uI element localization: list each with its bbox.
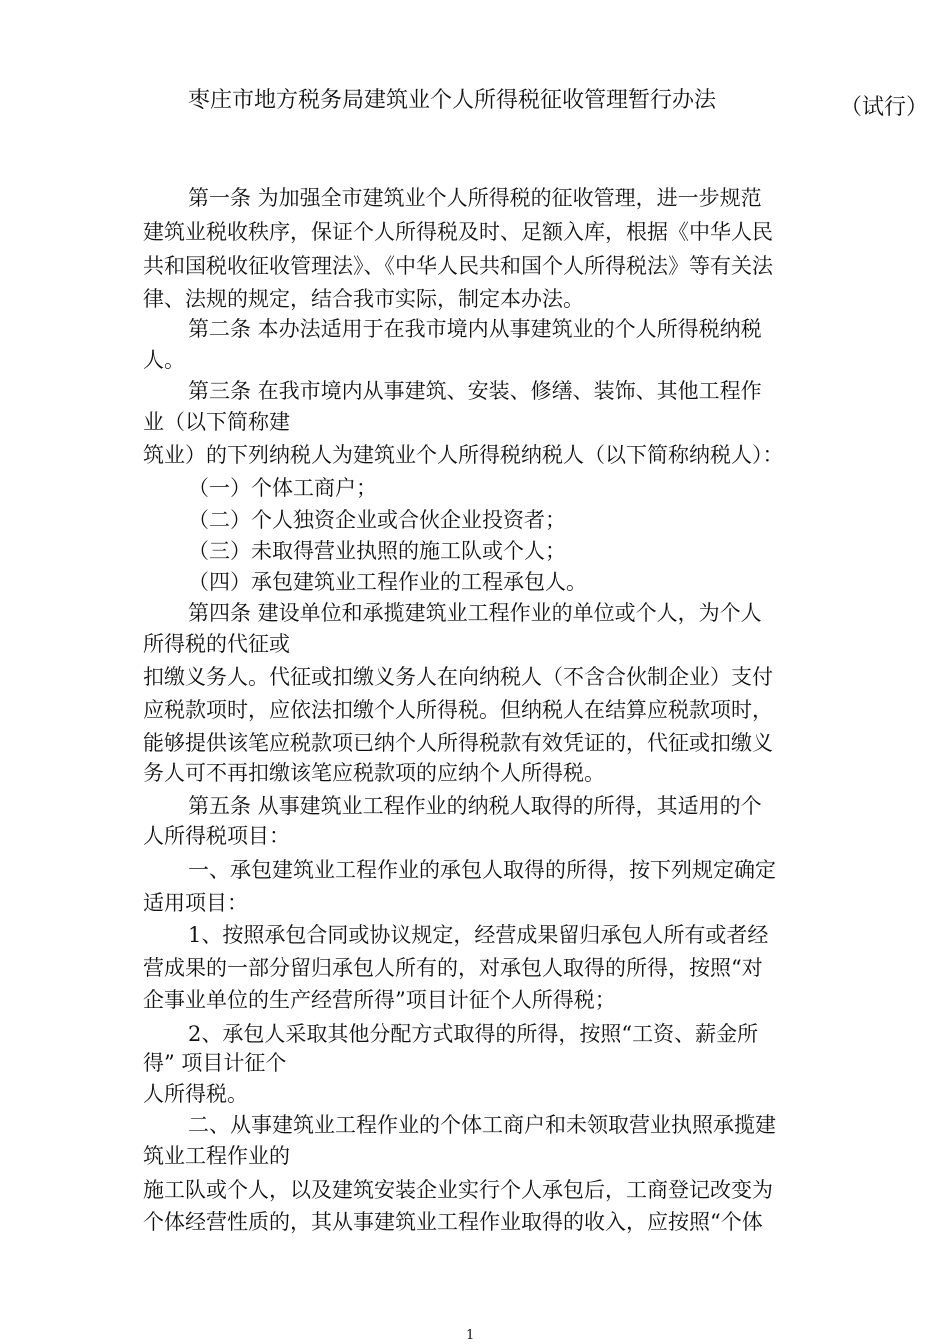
body-line: 2、承包人采取其他分配方式取得的所得，按照“工资、薪金所 [188,1022,759,1046]
body-line: （三）未取得营业执照的施工队或个人； [188,539,566,563]
body-line: （二）个人独资企业或合伙企业投资者； [188,508,566,532]
body-line: 得” 项目计征个 [143,1051,287,1075]
body-line: 共和国税收征收管理法》、《中华人民共和国个人所得税法》等有关法 [143,254,773,278]
body-line: 企事业单位的生产经营所得”项目计征个人所得税； [143,988,616,1012]
body-line: 人所得税项目： [143,824,290,848]
body-line: 能够提供该笔应税款项已纳个人所得税款有效凭证的，代征或扣缴义 [143,731,773,755]
body-line: 二、从事建筑业工程作业的个体工商户和未领取营业执照承揽建 [188,1113,776,1137]
body-line: 扣缴义务人。代征或扣缴义务人在向纳税人（不含合伙制企业）支付 [143,665,773,689]
body-line: 适用项目： [143,891,248,915]
document-title-overlap: （试行） [840,95,929,120]
body-line: 营成果的一部分留归承包人所有的，对承包人取得的所得，按照“对 [143,956,763,980]
body-line: 第三条 在我市境内从事建筑、安装、修缮、装饰、其他工程作 [188,379,762,403]
body-line: 律、法规的规定，结合我市实际，制定本办法。 [143,287,584,311]
document-title [188,86,929,120]
body-line: 建筑业税收秩序，保证个人所得税及时、足额入库，根据《中华人民 [143,220,773,244]
body-line: （一）个体工商户； [188,476,377,500]
body-line: （四）承包建筑业工程作业的工程承包人。 [188,570,587,594]
body-line: 施工队或个人，以及建筑安装企业实行个人承包后，工商登记改变为 [143,1178,773,1202]
body-line: 第二条 本办法适用于在我市境内从事建筑业的个人所得税纳税 [188,317,762,341]
body-line: 第一条 为加强全市建筑业个人所得税的征收管理，进一步规范 [188,186,762,210]
body-line: 人。 [143,348,185,372]
page-number: 1 [466,1328,475,1343]
body-line: 第五条 从事建筑业工程作业的纳税人取得的所得，其适用的个 [188,794,762,818]
body-line: 筑业工程作业的 [143,1144,290,1168]
body-line: 应税款项时，应依法扣缴个人所得税。但纳税人在结算应税款项时， [143,698,773,722]
document-title-text: 枣庄市地方税务局建筑业个人所得税征收管理暂行办法 [188,88,717,113]
body-line: 人所得税。 [143,1082,248,1106]
body-line: 第四条 建设单位和承揽建筑业工程作业的单位或个人，为个人 [188,601,762,625]
body-line: 1、按照承包合同或协议规定，经营成果留归承包人所有或者经 [188,923,769,947]
body-line: 业（以下简称建 [143,410,290,434]
body-line: 筑业）的下列纳税人为建筑业个人所得税纳税人（以下简称纳税人）： [143,443,784,467]
body-line: 所得税的代征或 [143,632,290,656]
body-line: 一、承包建筑业工程作业的承包人取得的所得，按下列规定确定 [188,858,776,882]
body-line: 务人可不再扣缴该笔应税款项的应纳个人所得税。 [143,761,605,785]
body-line: 个体经营性质的，其从事建筑业工程作业取得的收入，应按照“个体 [143,1210,763,1234]
